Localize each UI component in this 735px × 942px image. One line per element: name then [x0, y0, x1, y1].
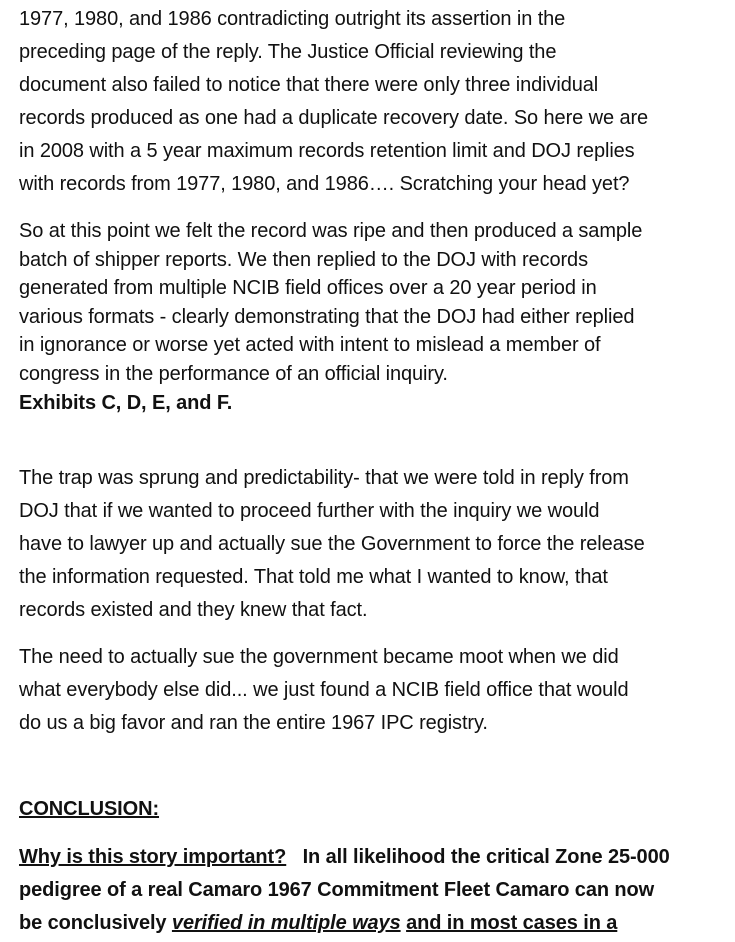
text-line — [19, 907, 719, 940]
text-line: pedigree of a real Camaro 1967 Commitment Fleet Camaro can now — [19, 879, 655, 901]
text-line: generated from multiple NCIB field offices over a 20 year period in — [19, 277, 597, 300]
conclusion-question: Why is this story important? — [19, 846, 287, 868]
text-line: preceding page of the reply. The Justice Official reviewing the — [19, 41, 557, 63]
paragraph-doj-reply-records — [19, 3, 719, 201]
text-line: So at this point we felt the record was ripe and then produced a sample — [19, 220, 643, 242]
text-line: The trap was sprung and predictability- that we were told in reply from — [19, 467, 629, 489]
text-line: with records from 1977, 1980, and 1986…. Scratching your head yet? — [19, 173, 630, 195]
text-line: The need to actually sue the government became moot when we did — [19, 646, 619, 668]
conclusion-heading: CONCLUSION: — [19, 798, 160, 820]
paragraph-registry — [19, 641, 719, 740]
exhibits-reference: Exhibits C, D, E, and F. — [19, 391, 233, 414]
text-line: document also failed to notice that there were only three individual — [19, 74, 599, 96]
paragraph-shipper-reports — [19, 217, 719, 417]
text-line: do us a big favor and ran the entire 1967 IPC registry. — [19, 712, 488, 734]
text-line: in 2008 with a 5 year maximum records retention limit and DOJ replies — [19, 140, 635, 162]
text-line: what everybody else did... we just found a NCIB field office that would — [19, 679, 629, 701]
text-line: various formats - clearly demonstrating that the DOJ had either replied — [19, 305, 635, 328]
conclusion-paragraph — [19, 841, 719, 940]
text-run: be conclusively — [19, 912, 172, 934]
text-line: the information requested. That told me what I wanted to know, that — [19, 566, 608, 588]
text-line: records produced as one had a duplicate recovery date. So here we are — [19, 107, 649, 129]
text-line: in ignorance or worse yet acted with intent to mislead a member of — [19, 334, 601, 357]
paragraph-trap-sprung — [19, 462, 719, 627]
text-line: records existed and they knew that fact. — [19, 599, 368, 621]
text-line: 1977, 1980, and 1986 contradicting outright its assertion in the — [19, 8, 566, 30]
text-run: In all likelihood the critical Zone 25-000 — [286, 846, 670, 868]
text-line: batch of shipper reports. We then replied to the DOJ with records — [19, 248, 588, 271]
text-line — [19, 841, 719, 874]
emphasis-verified: verified in multiple ways — [171, 912, 401, 934]
text-line: DOJ that if we wanted to proceed further with the inquiry we would — [19, 500, 600, 522]
text-run: and in most cases in a — [406, 912, 618, 934]
text-line: have to lawyer up and actually sue the Government to force the release — [19, 533, 645, 555]
text-line: congress in the performance of an official inquiry. — [19, 362, 448, 385]
